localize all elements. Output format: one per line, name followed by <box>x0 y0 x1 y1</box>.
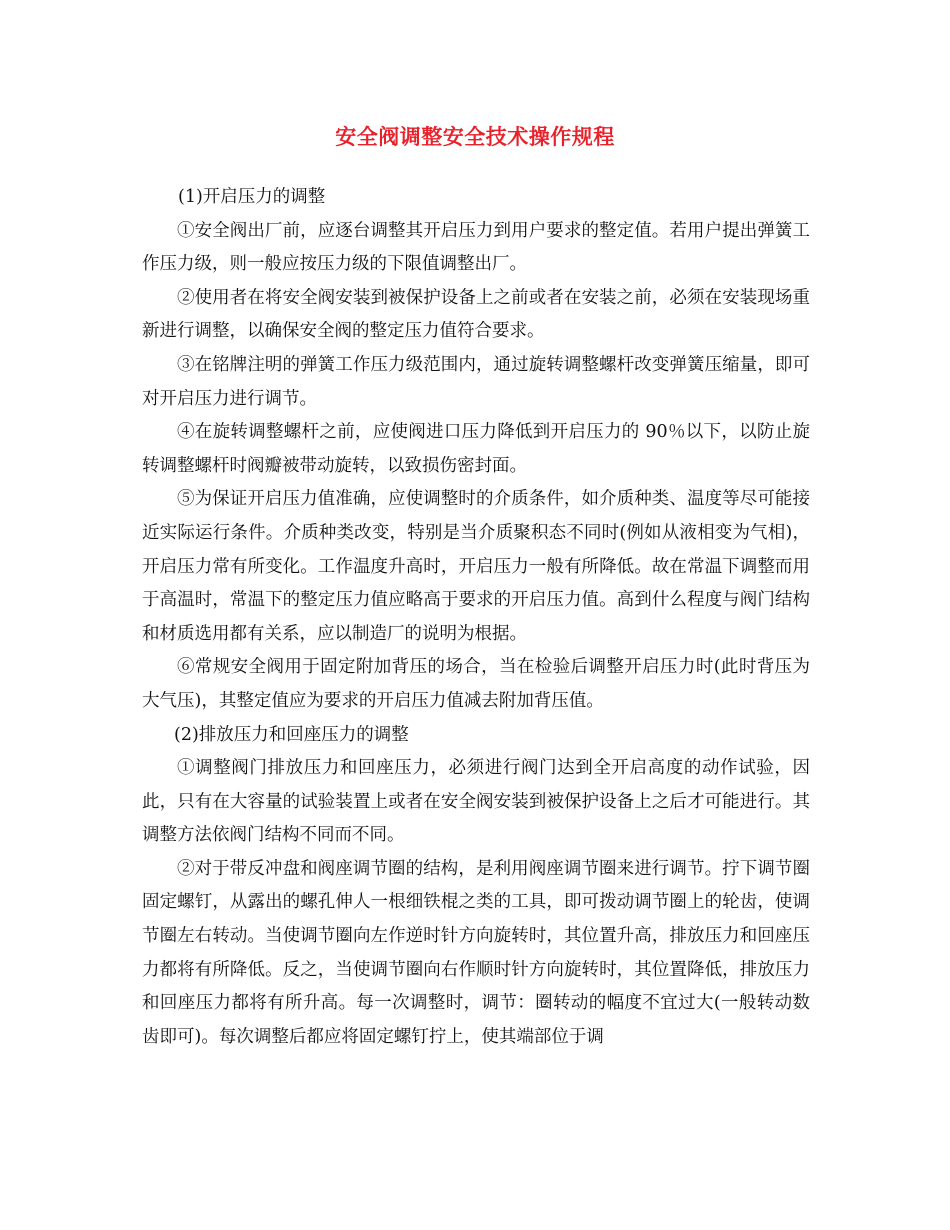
section-heading-1: (1)开启压力的调整 <box>178 187 326 207</box>
paragraph-1-6: ⑥常规安全阀用于固定附加背压的场合，当在检验后调整开启压力时(此时背压为大气压)，其整定值应为要求的开启压力值减去附加背压值。 <box>142 657 810 711</box>
paragraph-1-4: ④在旋转调整螺杆之前，应使阀进口压力降低到开启压力的 90％以下，以防止旋转调整螺杆时阀瓣被带动旋转，以致损伤密封面。 <box>142 422 810 476</box>
section-heading-2: (2)排放压力和回座压力的调整 <box>174 724 409 745</box>
paragraph-1-3: ③在铭牌注明的弹簧工作压力级范围内，通过旋转调整螺杆改变弹簧压缩量，即可对开启压力进行调节。 <box>142 354 810 409</box>
paragraph-1-2: ②使用者在将安全阀安装到被保护设备上之前或者在安装之前，必须在安装现场重新进行调整，以确保安全阀的整定压力值符合要求。 <box>142 287 810 342</box>
paragraph-2-1: ①调整阀门排放压力和回座压力，必须进行阀门达到全开启高度的动作试验，因此，只有在大容量的试验装置上或者在安全阀安装到被保护设备上之后才可能进行。其调整方法依阀门结构不同而不同。 <box>142 758 810 846</box>
paragraph-1-5: ⑤为保证开启压力值准确，应使调整时的介质条件，如介质种类、温度等尽可能接近实际运行条件。介质种类改变，特别是当介质聚积态不同时(例如从液相变为气相)，开启压力常有所变化。工作温度升高时，开启压力一般有所降低。故在常温下调整而用于高温时，常温下的整定压力值应略高于要求的开启压力值。高到什么程度与阀门结构和材质选用都有关系，应以制造厂的说明为根据。 <box>142 489 810 644</box>
paragraph-2-2: ②对于带反冲盘和阀座调节圈的结构，是利用阀座调节圈来进行调节。拧下调节圈固定螺钉，从露出的螺孔伸人一根细铁棍之类的工具，即可拨动调节圈上的轮齿，使调节圈左右转动。当使调节圈向左作逆时针方向旋转时，其位置升高，排放压力和回座压力都将有所降低。反之，当使调节圈向右作顺时针方向旋转时，其位置降低，排放压力和回座压力都将有所升高。每一次调整时，调节：圈转动的幅度不宜过大(一般转动数齿即可)。每次调整后都应将固定螺钉拧上，使其端部位于调 <box>142 858 810 1047</box>
document-title: 安全阀调整安全技术操作规程 <box>335 125 615 149</box>
document-body <box>142 181 810 1054</box>
paragraph-1-1: ①安全阀出厂前，应逐台调整其开启压力到用户要求的整定值。若用户提出弹簧工作压力级，则一般应按压力级的下限值调整出厂。 <box>142 220 810 275</box>
